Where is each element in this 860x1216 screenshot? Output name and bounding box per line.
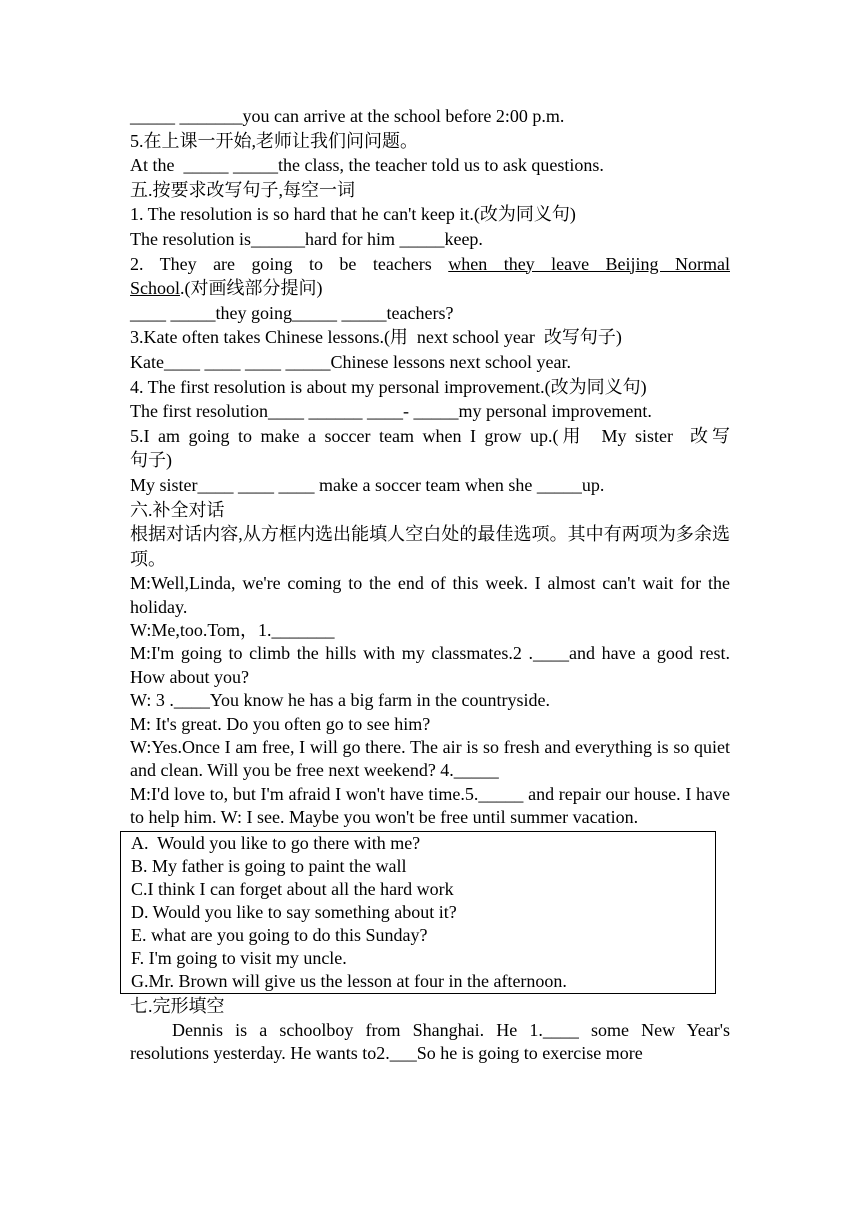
dialogue-line: W: 3 .____You know he has a big farm in the countryside.	[130, 690, 550, 711]
question-2-underlined: when they leave Beijing Normal	[448, 253, 730, 274]
document-page	[130, 104, 735, 1066]
answer-3: Kate____ ____ ____ _____Chinese lessons next school year.	[130, 351, 571, 372]
question-2-underlined-2: School	[130, 278, 181, 299]
question-2-pre: 2. They are going to be teachers	[130, 253, 449, 274]
question-2-post: .(对画线部分提问)	[180, 278, 323, 299]
question-cn: 5.在上课一开始,老师让我们问问题。	[130, 130, 418, 151]
section-heading-5: 五.按要求改写句子,每空一词	[130, 179, 355, 200]
option-f: F. I'm going to visit my uncle.	[131, 948, 347, 969]
question-2	[130, 252, 730, 277]
answer-4: The first resolution____ ______ ____- _____my personal improvement.	[130, 401, 652, 422]
question-3: 3.Kate often takes Chinese lessons.(用 next school year 改写句子)	[130, 327, 622, 348]
question-1: 1. The resolution is so hard that he can't keep it.(改为同义句)	[130, 204, 576, 225]
option-g: G.Mr. Brown will give us the lesson at four in the afternoon.	[131, 971, 567, 992]
dialogue-instructions: 根据对话内容,从方框内选出能填人空白处的最佳选项。其中有两项为多余选项。	[130, 524, 730, 570]
option-d: D. Would you like to say something about it?	[131, 901, 457, 922]
answer-5: My sister____ ____ ____ make a soccer team when she _____up.	[130, 474, 605, 495]
option-e: E. what are you going to do this Sunday?	[131, 924, 428, 945]
answer-2: ____ _____they going_____ _____teachers?	[130, 302, 454, 323]
question-5-cont: 句子)	[130, 450, 172, 471]
blank-line: _____ _______you can arrive at the school before 2:00 p.m.	[130, 106, 565, 126]
option-c: C.I think I can forget about all the hard work	[131, 878, 454, 899]
dialogue-line: M:I'd love to, but I'm afraid I won't have time.5._____ and repair our house. I have to help him. W: I see. Maybe you won't be free until summer vacation.	[130, 783, 735, 828]
section-heading-7: 七.完形填空	[130, 996, 225, 1017]
question-2-cont	[130, 276, 730, 301]
options-box	[120, 831, 716, 995]
dialogue-line: W:Yes.Once I am free, I will go there. The air is so fresh and everything is so quiet and clean. Will you be free next weekend? 4._____	[130, 736, 735, 781]
dialogue-line: M: It's great. Do you often go to see him?	[130, 713, 431, 734]
blank-line: At the _____ _____the class, the teacher told us to ask questions.	[130, 155, 604, 176]
dialogue-line: M:Well,Linda, we're coming to the end of this week. I almost can't wait for the holiday.	[130, 573, 735, 617]
question-5: 5.I am going to make a soccer team when I grow up.(用 My sister 改写	[130, 425, 730, 446]
option-b: B. My father is going to paint the wall	[131, 855, 407, 876]
dialogue-line: M:I'm going to climb the hills with my classmates.2 .____and have a good rest. How about you?	[130, 643, 735, 687]
answer-1: The resolution is______hard for him _____keep.	[130, 228, 483, 249]
option-a: A. Would you like to go there with me?	[131, 832, 421, 853]
dialogue-line: W:Me,too.Tom，1._______	[130, 619, 335, 640]
section-heading-6: 六.补全对话	[130, 499, 225, 520]
cloze-paragraph: Dennis is a schoolboy from Shanghai. He 1.____ some New Year's resolutions yesterday. He wants to2.___So he is going to exercise more	[130, 1019, 735, 1064]
question-4: 4. The first resolution is about my personal improvement.(改为同义句)	[130, 376, 647, 397]
